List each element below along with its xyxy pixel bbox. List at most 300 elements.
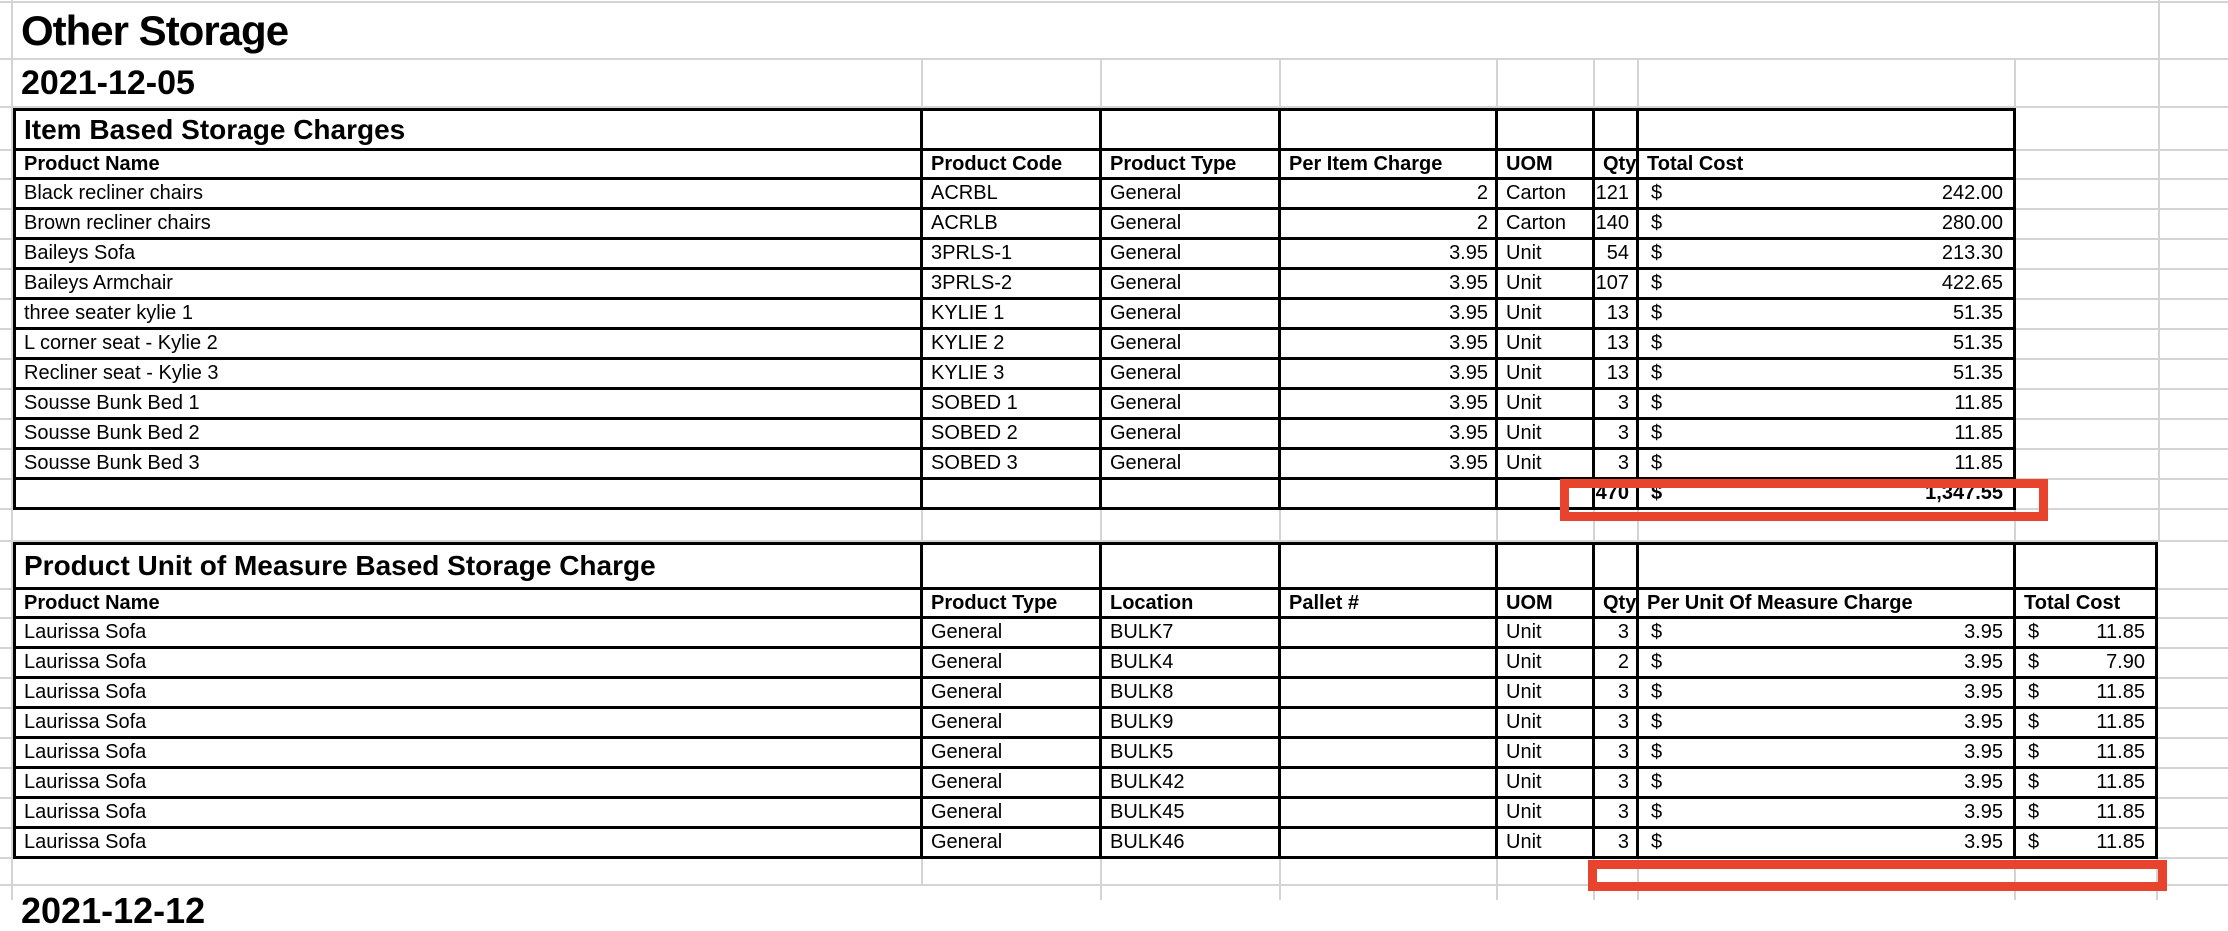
table2-title-empty-cell[interactable] <box>1102 542 1281 590</box>
grid-margin-cell <box>2160 510 2228 542</box>
grid-cell <box>1498 510 1595 542</box>
currency-symbol: $ <box>2028 771 2040 793</box>
cell-qty[interactable]: 140 <box>1595 210 1639 240</box>
cell-qty[interactable]: 3 <box>1595 739 1639 769</box>
cell-product-name[interactable]: Laurissa Sofa <box>13 649 923 679</box>
currency-symbol: $ <box>1651 362 1663 384</box>
cell-total-cost[interactable] <box>1639 300 2016 330</box>
grid-cell <box>1498 886 1595 900</box>
total-cost-value: 280.00 <box>1941 212 2003 234</box>
cell-uom[interactable]: Carton <box>1498 180 1595 210</box>
cell-uom[interactable]: Unit <box>1498 739 1595 769</box>
cell-qty[interactable]: 3 <box>1595 420 1639 450</box>
cell-location[interactable]: BULK4 <box>1102 649 1281 679</box>
grid-margin-cell <box>2158 859 2228 886</box>
grid-cell <box>1639 859 2016 886</box>
cell-uom[interactable]: Unit <box>1498 270 1595 300</box>
sheet-title: Other Storage <box>21 6 289 54</box>
cell-product-name[interactable]: Laurissa Sofa <box>13 829 923 859</box>
grid-margin-cell <box>2160 330 2228 360</box>
cell-product-name[interactable]: Sousse Bunk Bed 1 <box>13 390 923 420</box>
cell-total-cost[interactable] <box>1639 390 2016 420</box>
cell-qty[interactable]: 3 <box>1595 769 1639 799</box>
header-qty[interactable]: Qty <box>1595 590 1639 619</box>
cell-per-item-charge[interactable]: 3.95 <box>1281 420 1498 450</box>
header-product-code[interactable]: Product Code <box>923 151 1102 180</box>
cell-product-name[interactable]: three seater kylie 1 <box>13 300 923 330</box>
cell-uom[interactable]: Unit <box>1498 240 1595 270</box>
cell-per-item-charge[interactable]: 3.95 <box>1281 330 1498 360</box>
table1-title-empty-cell[interactable] <box>1639 108 2016 151</box>
grid-margin-cell <box>2016 450 2160 480</box>
table-row <box>0 739 2228 769</box>
header-product-name[interactable]: Product Name <box>13 590 923 619</box>
cell-product-name[interactable]: Recliner seat - Kylie 3 <box>13 360 923 390</box>
total-empty-cell[interactable] <box>923 480 1102 510</box>
currency-symbol: $ <box>2028 681 2040 703</box>
table1-title-empty-cell[interactable] <box>1498 108 1595 151</box>
cell-uom[interactable]: Unit <box>1498 679 1595 709</box>
cell-product-type[interactable]: General <box>923 799 1102 829</box>
table1-title-empty-cell[interactable] <box>1595 108 1639 151</box>
cell-product-type[interactable]: General <box>1102 390 1281 420</box>
cell-pallet[interactable] <box>1281 709 1498 739</box>
cell-product-type[interactable]: General <box>1102 360 1281 390</box>
grid-margin-cell <box>2016 300 2160 330</box>
cell-product-name[interactable]: Brown recliner chairs <box>13 210 923 240</box>
currency-symbol: $ <box>1651 482 1663 504</box>
table1-total-row <box>0 480 2228 510</box>
total-cost-value: 11.85 <box>2096 621 2145 643</box>
cell-qty[interactable]: 13 <box>1595 330 1639 360</box>
total-cost-value: 11.85 <box>2096 831 2145 853</box>
grid-margin-cell <box>2158 886 2228 900</box>
table1-title-empty-cell[interactable] <box>1281 108 1498 151</box>
cell-pallet[interactable] <box>1281 769 1498 799</box>
grid-margin-cell <box>0 60 13 108</box>
grid-margin-cell <box>0 480 13 510</box>
currency-symbol: $ <box>1651 302 1663 324</box>
cell-qty[interactable]: 3 <box>1595 390 1639 420</box>
cell-product-name[interactable]: Laurissa Sofa <box>13 769 923 799</box>
per-unit-charge-value: 3.95 <box>1964 711 2003 733</box>
cell-total-cost[interactable] <box>2016 799 2158 829</box>
cell-total-cost[interactable] <box>2016 679 2158 709</box>
grid-margin-cell <box>0 739 13 769</box>
grid-margin-cell <box>2160 60 2228 108</box>
cell-qty[interactable]: 3 <box>1595 619 1639 649</box>
cell-location[interactable]: BULK8 <box>1102 679 1281 709</box>
per-unit-charge-value: 3.95 <box>1964 621 2003 643</box>
table-row <box>0 709 2228 739</box>
cell-pallet[interactable] <box>1281 619 1498 649</box>
cell-product-name[interactable]: Sousse Bunk Bed 3 <box>13 450 923 480</box>
cell-qty[interactable]: 3 <box>1595 679 1639 709</box>
cell-product-name[interactable]: Sousse Bunk Bed 2 <box>13 420 923 450</box>
grid-cell <box>1639 60 2016 108</box>
cell-qty[interactable]: 13 <box>1595 300 1639 330</box>
cell-total-cost[interactable] <box>1639 210 2016 240</box>
table-row <box>0 649 2228 679</box>
cell-product-name[interactable]: Black recliner chairs <box>13 180 923 210</box>
currency-symbol: $ <box>1651 771 1663 793</box>
grid-margin-cell <box>2160 210 2228 240</box>
grid-margin-cell <box>2158 709 2228 739</box>
grid-margin-cell <box>2158 542 2228 590</box>
grid-cell <box>1281 60 1498 108</box>
cell-qty[interactable]: 2 <box>1595 649 1639 679</box>
grid-margin-cell <box>0 240 13 270</box>
grid-margin-cell <box>0 360 13 390</box>
cell-product-type[interactable]: General <box>1102 450 1281 480</box>
grid-margin-cell <box>2016 180 2160 210</box>
header-per-unit-charge[interactable]: Per Unit Of Measure Charge <box>1639 590 2016 619</box>
grid-margin-cell <box>2158 769 2228 799</box>
next-date-cell[interactable] <box>13 886 923 931</box>
cell-pallet[interactable] <box>1281 799 1498 829</box>
cell-location[interactable]: BULK9 <box>1102 709 1281 739</box>
header-product-type[interactable]: Product Type <box>923 590 1102 619</box>
header-product-type[interactable]: Product Type <box>1102 151 1281 180</box>
cell-total-cost[interactable] <box>2016 769 2158 799</box>
date-row <box>0 60 2228 108</box>
cell-location[interactable]: BULK5 <box>1102 739 1281 769</box>
grid-margin-cell <box>2160 108 2228 151</box>
cell-total-cost[interactable] <box>1639 450 2016 480</box>
total-empty-cell[interactable] <box>13 480 923 510</box>
cell-pallet[interactable] <box>1281 739 1498 769</box>
currency-symbol: $ <box>1651 242 1663 264</box>
cell-product-type[interactable]: General <box>1102 270 1281 300</box>
cell-uom[interactable]: Unit <box>1498 390 1595 420</box>
cell-total-cost[interactable] <box>1639 330 2016 360</box>
sheet-title-cell[interactable] <box>13 3 2160 60</box>
cell-product-code[interactable]: 3PRLS-1 <box>923 240 1102 270</box>
table-row <box>0 270 2228 300</box>
cell-per-item-charge[interactable]: 2 <box>1281 210 1498 240</box>
cell-qty[interactable]: 3 <box>1595 829 1639 859</box>
currency-symbol: $ <box>1651 681 1663 703</box>
currency-symbol: $ <box>1651 801 1663 823</box>
table-row <box>0 450 2228 480</box>
grid-margin-cell <box>0 829 13 859</box>
cell-product-type[interactable]: General <box>1102 180 1281 210</box>
table1-title-cell[interactable] <box>13 108 923 151</box>
cell-per-item-charge[interactable]: 3.95 <box>1281 360 1498 390</box>
cell-total-cost[interactable] <box>1639 360 2016 390</box>
cell-total-cost[interactable] <box>2016 709 2158 739</box>
cell-qty[interactable]: 3 <box>1595 709 1639 739</box>
cell-uom[interactable]: Unit <box>1498 420 1595 450</box>
cell-qty[interactable]: 3 <box>1595 799 1639 829</box>
grid-cell <box>1498 859 1595 886</box>
cell-uom[interactable]: Unit <box>1498 300 1595 330</box>
cell-product-name[interactable]: Baileys Armchair <box>13 270 923 300</box>
grid-margin-cell <box>0 709 13 739</box>
cell-total-cost[interactable] <box>1639 420 2016 450</box>
cell-location[interactable]: BULK46 <box>1102 829 1281 859</box>
cell-qty[interactable]: 54 <box>1595 240 1639 270</box>
per-unit-charge-value: 3.95 <box>1964 801 2003 823</box>
cell-total-cost[interactable] <box>2016 829 2158 859</box>
grid-margin-cell <box>2160 270 2228 300</box>
cell-product-type[interactable]: General <box>1102 240 1281 270</box>
table2-title-row <box>0 542 2228 590</box>
cell-per-unit-charge[interactable] <box>1639 679 2016 709</box>
grid-margin-cell <box>2160 480 2228 510</box>
cell-uom[interactable]: Unit <box>1498 330 1595 360</box>
total-cost-value: 51.35 <box>1952 302 2003 324</box>
table-row <box>0 210 2228 240</box>
cell-pallet[interactable] <box>1281 679 1498 709</box>
cell-uom[interactable]: Unit <box>1498 799 1595 829</box>
table-row <box>0 180 2228 210</box>
currency-symbol: $ <box>2028 741 2040 763</box>
cell-product-type[interactable]: General <box>1102 330 1281 360</box>
total-empty-cell[interactable] <box>1498 480 1595 510</box>
table2-title-empty-cell[interactable] <box>923 542 1102 590</box>
cell-product-code[interactable]: SOBED 1 <box>923 390 1102 420</box>
grid-cell <box>1281 510 1498 542</box>
grid-margin-cell <box>2160 300 2228 330</box>
cell-qty[interactable]: 13 <box>1595 360 1639 390</box>
currency-symbol: $ <box>2028 711 2040 733</box>
total-cost-value: 213.30 <box>1941 242 2003 264</box>
cell-qty[interactable]: 107 <box>1595 270 1639 300</box>
table2-title-empty-cell[interactable] <box>1498 542 1595 590</box>
cell-location[interactable]: BULK42 <box>1102 769 1281 799</box>
cell-product-code[interactable]: SOBED 2 <box>923 420 1102 450</box>
grid-margin-cell <box>2016 480 2160 510</box>
total-cost-value: 11.85 <box>1954 422 2003 444</box>
table1-title-empty-cell[interactable] <box>923 108 1102 151</box>
header-uom[interactable]: UOM <box>1498 590 1595 619</box>
currency-symbol: $ <box>1651 182 1663 204</box>
cell-product-code[interactable]: SOBED 3 <box>923 450 1102 480</box>
cell-uom[interactable]: Unit <box>1498 619 1595 649</box>
per-unit-charge-value: 3.95 <box>1964 771 2003 793</box>
grid-cell <box>1498 60 1595 108</box>
grid-cell <box>13 859 923 886</box>
header-qty[interactable]: Qty <box>1595 151 1639 180</box>
header-total-cost[interactable]: Total Cost <box>1639 151 2016 180</box>
grid-margin-cell <box>0 330 13 360</box>
currency-symbol: $ <box>1651 831 1663 853</box>
grid-margin-cell <box>2016 360 2160 390</box>
total-cost-value: 11.85 <box>1954 392 2003 414</box>
cell-uom[interactable]: Unit <box>1498 649 1595 679</box>
currency-symbol: $ <box>1651 711 1663 733</box>
cell-qty[interactable]: 3 <box>1595 450 1639 480</box>
cell-product-name[interactable]: Laurissa Sofa <box>13 799 923 829</box>
currency-symbol: $ <box>2028 801 2040 823</box>
total-cost-value: 51.35 <box>1952 332 2003 354</box>
total-cost-value: 11.85 <box>2096 741 2145 763</box>
cell-product-code[interactable]: KYLIE 2 <box>923 330 1102 360</box>
cell-total-cost[interactable] <box>1639 240 2016 270</box>
grid-margin-cell <box>0 108 13 151</box>
grid-cell <box>923 859 1102 886</box>
cell-product-name[interactable]: Laurissa Sofa <box>13 709 923 739</box>
cell-product-name[interactable]: Laurissa Sofa <box>13 679 923 709</box>
header-uom[interactable]: UOM <box>1498 151 1595 180</box>
total-cost-value: 422.65 <box>1941 272 2003 294</box>
table1-title-empty-cell[interactable] <box>1102 108 1281 151</box>
cell-uom[interactable]: Carton <box>1498 210 1595 240</box>
cell-total-cost[interactable] <box>2016 619 2158 649</box>
cell-product-code[interactable]: KYLIE 1 <box>923 300 1102 330</box>
grid-margin-cell <box>0 679 13 709</box>
grid-margin-cell <box>2160 151 2228 180</box>
table-row <box>0 829 2228 859</box>
table1-title: Item Based Storage Charges <box>24 113 406 145</box>
cell-product-type[interactable]: General <box>1102 300 1281 330</box>
cell-uom[interactable]: Unit <box>1498 829 1595 859</box>
total-qty-cell[interactable]: 470 <box>1595 480 1639 510</box>
total-cost-value: 242.00 <box>1941 182 2003 204</box>
cell-per-unit-charge[interactable] <box>1639 769 2016 799</box>
cell-per-item-charge[interactable]: 2 <box>1281 180 1498 210</box>
table-row <box>0 390 2228 420</box>
cell-total-cost[interactable] <box>2016 649 2158 679</box>
cell-product-code[interactable]: ACRBL <box>923 180 1102 210</box>
cell-product-type[interactable]: General <box>923 679 1102 709</box>
total-cost-cell[interactable] <box>1639 480 2016 510</box>
grid-margin-cell <box>2016 270 2160 300</box>
grid-cell <box>1639 886 2016 900</box>
grid-margin-cell <box>2160 180 2228 210</box>
cell-product-type[interactable]: General <box>923 649 1102 679</box>
grid-margin-cell <box>0 180 13 210</box>
cell-product-name[interactable]: Laurissa Sofa <box>13 739 923 769</box>
cell-per-item-charge[interactable]: 3.95 <box>1281 450 1498 480</box>
grid-cell <box>923 886 1102 900</box>
currency-symbol: $ <box>1651 741 1663 763</box>
grid-cell <box>2016 886 2158 900</box>
grid-margin-cell <box>2158 829 2228 859</box>
grid-margin-cell <box>2160 450 2228 480</box>
grid-margin-cell <box>2016 330 2160 360</box>
grid-margin-cell <box>0 300 13 330</box>
cell-product-type[interactable]: General <box>923 829 1102 859</box>
table2-title: Product Unit of Measure Based Storage Charge <box>24 550 656 581</box>
cell-per-unit-charge[interactable] <box>1639 619 2016 649</box>
table2-title-empty-cell[interactable] <box>2016 542 2158 590</box>
cell-product-type[interactable]: General <box>1102 210 1281 240</box>
table2-title-cell[interactable] <box>13 542 923 590</box>
grid-margin-cell <box>0 769 13 799</box>
table2-total-row <box>0 859 2228 886</box>
cell-product-name[interactable]: Laurissa Sofa <box>13 619 923 649</box>
table2-title-empty-cell[interactable] <box>1281 542 1498 590</box>
table2-title-empty-cell[interactable] <box>1639 542 2016 590</box>
header-total-cost[interactable]: Total Cost <box>2016 590 2158 619</box>
cell-product-type[interactable]: General <box>923 619 1102 649</box>
table-row <box>0 799 2228 829</box>
cell-product-type[interactable]: General <box>923 709 1102 739</box>
grid-margin-cell <box>0 390 13 420</box>
cell-pallet[interactable] <box>1281 649 1498 679</box>
table1-header-row <box>0 151 2228 180</box>
total-cost-value: 11.85 <box>2096 801 2145 823</box>
grid-margin-cell <box>2160 3 2228 60</box>
header-per-item-charge[interactable]: Per Item Charge <box>1281 151 1498 180</box>
grid-margin-cell <box>0 649 13 679</box>
grid-cell <box>1595 60 1639 108</box>
cell-per-item-charge[interactable]: 3.95 <box>1281 300 1498 330</box>
cell-uom[interactable]: Unit <box>1498 450 1595 480</box>
date-cell[interactable] <box>13 60 923 108</box>
currency-symbol: $ <box>2028 651 2040 673</box>
table2-title-empty-cell[interactable] <box>1595 542 1639 590</box>
grid-margin-cell <box>2016 108 2160 151</box>
grid-cell <box>1595 510 1639 542</box>
cell-per-unit-charge[interactable] <box>1639 829 2016 859</box>
grid-cell <box>2016 859 2158 886</box>
cell-location[interactable]: BULK45 <box>1102 799 1281 829</box>
total-amount: 1,347.55 <box>1925 482 2003 504</box>
table-row <box>0 619 2228 649</box>
grid-margin-cell <box>2160 420 2228 450</box>
cell-product-code[interactable]: KYLIE 3 <box>923 360 1102 390</box>
cell-per-item-charge[interactable]: 3.95 <box>1281 390 1498 420</box>
total-cost-value: 51.35 <box>1952 362 2003 384</box>
cell-product-name[interactable]: Baileys Sofa <box>13 240 923 270</box>
grid-margin-cell <box>0 619 13 649</box>
table-row <box>0 420 2228 450</box>
cell-product-type[interactable]: General <box>1102 420 1281 450</box>
cell-product-name[interactable]: L corner seat - Kylie 2 <box>13 330 923 360</box>
cell-per-item-charge[interactable]: 3.95 <box>1281 270 1498 300</box>
grid-margin-cell <box>0 859 13 886</box>
cell-product-code[interactable]: ACRLB <box>923 210 1102 240</box>
next-date-partial: 2021-12-12 <box>21 890 206 931</box>
total-empty-cell[interactable] <box>1102 480 1281 510</box>
cell-product-type[interactable]: General <box>923 739 1102 769</box>
cell-total-cost[interactable] <box>1639 180 2016 210</box>
table-row <box>0 360 2228 390</box>
cell-product-code[interactable]: 3PRLS-2 <box>923 270 1102 300</box>
grid-margin-cell <box>2158 799 2228 829</box>
header-product-name[interactable]: Product Name <box>13 151 923 180</box>
header-location[interactable]: Location <box>1102 590 1281 619</box>
cell-uom[interactable]: Unit <box>1498 709 1595 739</box>
cell-per-unit-charge[interactable] <box>1639 799 2016 829</box>
currency-symbol: $ <box>1651 332 1663 354</box>
cell-per-unit-charge[interactable] <box>1639 709 2016 739</box>
grid-margin-cell <box>0 270 13 300</box>
cell-total-cost[interactable] <box>1639 270 2016 300</box>
cell-per-unit-charge[interactable] <box>1639 739 2016 769</box>
cell-location[interactable]: BULK7 <box>1102 619 1281 649</box>
header-pallet[interactable]: Pallet # <box>1281 590 1498 619</box>
cell-qty[interactable]: 121 <box>1595 180 1639 210</box>
table-row <box>0 300 2228 330</box>
table-row <box>0 679 2228 709</box>
grid-margin-cell <box>0 886 13 900</box>
cell-total-cost[interactable] <box>2016 739 2158 769</box>
grid-cell <box>1102 60 1281 108</box>
cell-per-item-charge[interactable]: 3.95 <box>1281 240 1498 270</box>
cell-pallet[interactable] <box>1281 829 1498 859</box>
grid-margin-cell <box>2158 739 2228 769</box>
cell-product-type[interactable]: General <box>923 769 1102 799</box>
total-empty-cell[interactable] <box>1281 480 1498 510</box>
cell-uom[interactable]: Unit <box>1498 360 1595 390</box>
per-unit-charge-value: 3.95 <box>1964 831 2003 853</box>
cell-per-unit-charge[interactable] <box>1639 649 2016 679</box>
cell-uom[interactable]: Unit <box>1498 769 1595 799</box>
